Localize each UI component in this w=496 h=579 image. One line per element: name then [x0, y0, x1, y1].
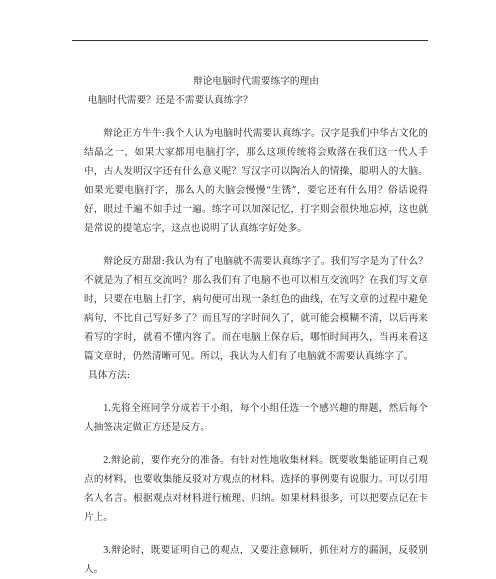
item-text: 辩论时，既要证明自己的观点，又要注意倾听，抓住对方的漏洞，反驳别人。: [84, 545, 428, 575]
item-number: 3.: [103, 545, 111, 556]
header-rule: [72, 40, 428, 41]
spacer: [84, 110, 428, 124]
spacer: [84, 437, 428, 451]
method-item-3: [84, 541, 428, 579]
method-item-2: [84, 451, 428, 527]
item-number: 2.: [103, 455, 111, 466]
spacer: [84, 238, 428, 252]
methods-label: 具体方法:: [88, 370, 131, 381]
document-body: [84, 72, 428, 579]
con-argument-paragraph: 辩论反方甜甜:我认为有了电脑就不需要认真练字了。我们写字是为了什么？不就是为了相互交流吗？那么我们有了电脑不也可以相互交流吗？在我们写文章时，只要在电脑上打字，病句便可出现一条红色的曲线，在写文章的过程中避免病句，不比自己写好多了？而且写的字时间久了，就可能会模糊不清，以后再来看写的字时，就看不懂内容了。而在电脑上保存后，哪怕时间再久，当再来看这篇文章时，仍然清晰可见。所以，我认为人们有了电脑就不需要认真练字了。: [84, 256, 428, 362]
method-item-1: [84, 399, 428, 437]
pro-argument-paragraph: 辩论正方牛牛:我个人认为电脑时代需要认真练字。汉字是我们中华古文化的结晶之一，如果大家都用电脑打字，那么这项传统将会败落在我们这一代人手中，古人发明汉字还有什么意义呢？写汉字可以陶冶人的情操，聪明人的大脑。如果光要电脑打字，那么人的大脑会慢慢“生锈”，要它还有什么用？俗话说得好，眼过千遍不如手过一遍。练字可以加深记忆，打字则会很快地忘掉，这也就是常说的提笔忘字，这点也说明了认真练字好处多。: [84, 128, 428, 234]
item-text: 辩论前，要作充分的准备。有针对性地收集材料。既要收集能证明自己观点的材料，也要收集能反驳对方观点的材料。选择的事例要有说服力。可以引用名人名言。根据观点对材料进行梳理、归纳。如果材料很多，可以把要点记在卡片上。: [84, 455, 428, 523]
spacer: [84, 385, 428, 399]
item-number: 1.: [103, 403, 111, 414]
document-title: 辩论电脑时代需要练字的理由: [192, 76, 320, 87]
item-text: 先将全班同学分成若干小组，每个小组任选一个感兴趣的辩题，然后每个人抽签决定做正方还是反方。: [84, 403, 428, 433]
document-subtitle: 电脑时代需要？还是不需要认真练字？: [88, 95, 253, 106]
spacer: [84, 527, 428, 541]
